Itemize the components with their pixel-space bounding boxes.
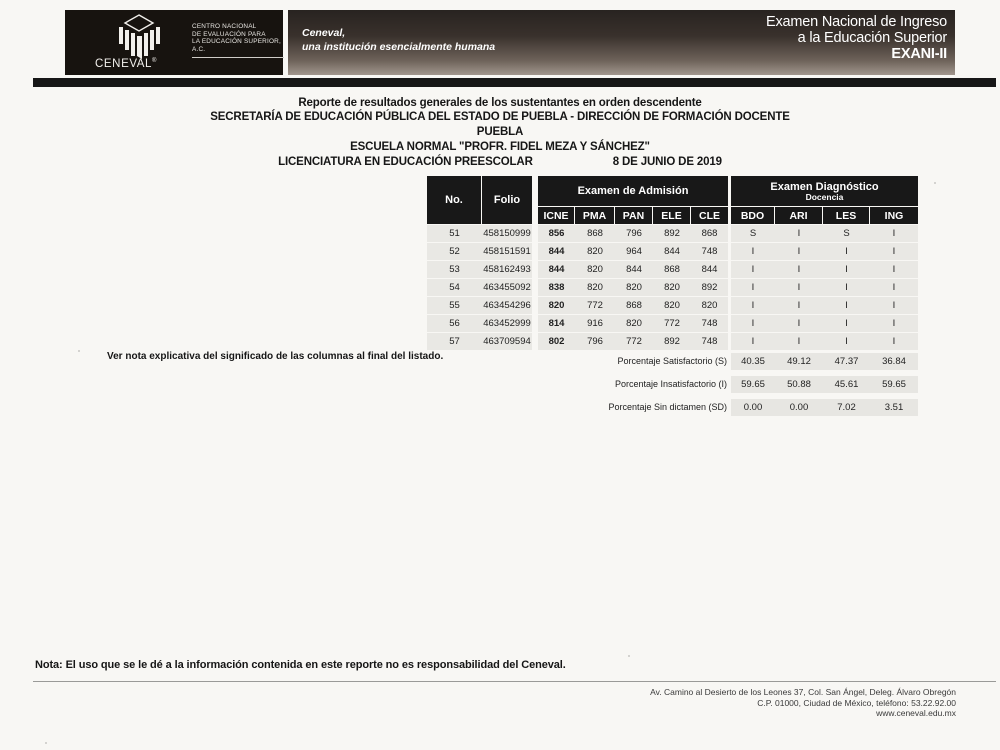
org-name-line1: CENTRO NACIONAL (192, 23, 257, 30)
cell-les: I (823, 297, 870, 314)
header-cell-no: No. (427, 176, 481, 224)
report-program-date (0, 156, 1000, 168)
report-date: 8 DE JUNIO DE 2019 (612, 156, 722, 168)
header-group-admission: Examen de Admisión (538, 176, 728, 206)
table-row (427, 315, 918, 332)
summary-label-sin-dictamen: Porcentaje Sin dictamen (SD) (608, 402, 727, 412)
cell-ele: 892 (653, 225, 691, 242)
header-cell-pan: PAN (615, 207, 652, 224)
cell-ari: I (775, 297, 823, 314)
cell-cle: 748 (691, 333, 728, 350)
cell-no: 52 (427, 243, 482, 260)
summary-ari: 49.12 (787, 356, 811, 367)
cell-pma: 820 (575, 261, 615, 278)
cell-icne: 820 (538, 297, 575, 314)
header-banner (288, 10, 955, 75)
summary-ing: 36.84 (882, 356, 906, 367)
cell-pan: 820 (615, 279, 653, 296)
cell-ele: 892 (653, 333, 691, 350)
cell-pan: 844 (615, 261, 653, 278)
cell-ari: I (775, 333, 823, 350)
summary-row-satisfactorio (731, 353, 918, 370)
results-table-header (427, 176, 918, 224)
cell-bdo: I (731, 315, 775, 332)
scan-speck (78, 350, 80, 352)
table-row (427, 225, 918, 242)
ceneval-cube-logo-icon (97, 14, 182, 60)
report-title: Reporte de resultados generales de los sustentantes en orden descendente (298, 97, 702, 109)
cell-ari: I (775, 261, 823, 278)
header-cell-icne: ICNE (538, 207, 574, 224)
cell-folio: 463455092 (482, 279, 532, 296)
cell-pan: 772 (615, 333, 653, 350)
summary-bdo: 59.65 (741, 379, 765, 390)
summary-bdo: 40.35 (741, 356, 765, 367)
summary-bdo: 0.00 (743, 402, 763, 413)
exam-title-exani: EXANI-II (891, 46, 947, 62)
cell-ing: I (870, 261, 918, 278)
summary-ing: 59.65 (882, 379, 906, 390)
cell-les: I (823, 261, 870, 278)
cell-bdo: I (731, 243, 775, 260)
cell-les: I (823, 243, 870, 260)
brand-wordmark: CENEVAL® (95, 58, 158, 70)
cell-icne: 856 (538, 225, 575, 242)
cell-ele: 844 (653, 243, 691, 260)
summary-ari: 50.88 (787, 379, 811, 390)
see-note-text: Ver nota explicativa del significado de las columnas al final del listado. (107, 351, 444, 362)
cell-ele: 820 (653, 279, 691, 296)
cell-icne: 802 (538, 333, 575, 350)
cell-ele: 820 (653, 297, 691, 314)
address-line1: Av. Camino al Desierto de los Leones 37, Col. San Ángel, Deleg. Álvaro Obregón (650, 687, 956, 697)
table-row (427, 297, 918, 314)
report-state: PUEBLA (476, 126, 524, 138)
summary-les: 47.37 (834, 356, 859, 367)
header-group-diagnostic (731, 176, 918, 206)
cell-pma: 772 (575, 297, 615, 314)
cell-pma: 796 (575, 333, 615, 350)
header-cell-ari: ARI (775, 207, 822, 224)
header-cell-les: LES (823, 207, 869, 224)
scan-speck (934, 182, 936, 184)
cell-no: 55 (427, 297, 482, 314)
cell-ari: I (775, 225, 823, 242)
cell-cle: 868 (691, 225, 728, 242)
cell-folio: 458150999 (482, 225, 532, 242)
cell-bdo: I (731, 297, 775, 314)
summary-ing: 3.51 (884, 402, 904, 413)
cell-cle: 748 (691, 243, 728, 260)
header-divider-bar (33, 78, 996, 87)
exam-title-line1: Examen Nacional de Ingreso (766, 14, 947, 30)
cell-no: 57 (427, 333, 482, 350)
org-name (192, 23, 284, 58)
cell-les: I (823, 315, 870, 332)
cell-pan: 964 (615, 243, 653, 260)
cell-pma: 916 (575, 315, 615, 332)
diagnostic-title: Examen Diagnóstico (770, 180, 879, 193)
tagline-line2: una institución esencialmente humana (302, 40, 496, 53)
tagline (302, 27, 495, 54)
cell-folio: 458151591 (482, 243, 532, 260)
tagline-line1: Ceneval, (302, 27, 346, 39)
cell-icne: 814 (538, 315, 575, 332)
cell-folio: 463709594 (482, 333, 532, 350)
ceneval-logo-panel (65, 10, 283, 75)
cell-bdo: I (731, 261, 775, 278)
cell-les: I (823, 333, 870, 350)
cell-cle: 844 (691, 261, 728, 278)
table-row (427, 243, 918, 260)
scan-speck (45, 742, 47, 744)
cell-cle: 892 (691, 279, 728, 296)
cell-pan: 796 (615, 225, 653, 242)
cell-no: 51 (427, 225, 482, 242)
cell-pan: 868 (615, 297, 653, 314)
report-secretariat: SECRETARÍA DE EDUCACIÓN PÚBLICA DEL ESTADO DE PUEBLA - DIRECCIÓN DE FORMACIÓN DOCENTE (210, 111, 790, 123)
header-cell-ing: ING (870, 207, 918, 224)
scan-speck (628, 655, 630, 657)
summary-ari: 0.00 (789, 402, 809, 413)
cell-bdo: I (731, 333, 775, 350)
summary-les: 7.02 (837, 402, 856, 413)
cell-icne: 844 (538, 243, 575, 260)
summary-label-insatisfactorio: Porcentaje Insatisfactorio (I) (614, 379, 727, 389)
cell-bdo: I (731, 279, 775, 296)
cell-ing: I (870, 279, 918, 296)
header-cell-cle: CLE (691, 207, 728, 224)
cell-cle: 748 (691, 315, 728, 332)
cell-ing: I (870, 297, 918, 314)
cell-cle: 820 (691, 297, 728, 314)
address-line2: C.P. 01000, Ciudad de México, teléfono: 53.22.92.00 (757, 697, 956, 708)
footer-divider-line (33, 681, 996, 682)
footer-website: www.ceneval.edu.mx (876, 708, 956, 718)
cell-pma: 820 (575, 243, 615, 260)
cell-ele: 772 (653, 315, 691, 332)
diagnostic-subtitle: Docencia (805, 191, 844, 202)
footer-address (650, 687, 956, 719)
cell-ing: I (870, 333, 918, 350)
registered-mark: ® (152, 58, 158, 65)
cell-les: I (823, 279, 870, 296)
cell-folio: 463454296 (482, 297, 532, 314)
cell-icne: 844 (538, 261, 575, 278)
org-name-line2: DE EVALUACIÓN PARA (192, 30, 266, 38)
cell-ari: I (775, 279, 823, 296)
summary-les: 45.61 (834, 379, 859, 390)
cell-ing: I (870, 225, 918, 242)
cell-ari: I (775, 243, 823, 260)
cell-pan: 820 (615, 315, 653, 332)
cell-folio: 458162493 (482, 261, 532, 278)
summary-label-satisfactorio: Porcentaje Satisfactorio (S) (617, 356, 727, 366)
cell-pma: 868 (575, 225, 615, 242)
cell-les: S (823, 225, 870, 242)
summary-row-insatisfactorio (731, 376, 918, 393)
cell-folio: 463452999 (482, 315, 532, 332)
cell-no: 54 (427, 279, 482, 296)
cell-pma: 820 (575, 279, 615, 296)
cell-bdo: S (731, 225, 775, 242)
cell-no: 56 (427, 315, 482, 332)
header-cell-pma: PMA (575, 207, 614, 224)
cell-ing: I (870, 243, 918, 260)
cell-icne: 838 (538, 279, 575, 296)
table-row (427, 279, 918, 296)
table-row (427, 261, 918, 278)
cell-ele: 868 (653, 261, 691, 278)
header-cell-folio: Folio (482, 176, 532, 224)
table-row (427, 333, 918, 350)
cell-ing: I (870, 315, 918, 332)
cell-no: 53 (427, 261, 482, 278)
cell-ari: I (775, 315, 823, 332)
header-cell-ele: ELE (653, 207, 690, 224)
org-name-line3: LA EDUCACIÓN SUPERIOR, A.C. (192, 38, 281, 53)
summary-row-sin-dictamen (731, 399, 918, 416)
results-table-body (427, 225, 918, 351)
exam-title-line2: a la Educación Superior (797, 30, 947, 46)
report-program: LICENCIATURA EN EDUCACIÓN PREESCOLAR (278, 156, 533, 168)
report-school: ESCUELA NORMAL "PROFR. FIDEL MEZA Y SÁNCHEZ" (350, 141, 650, 153)
disclaimer-note: Nota: El uso que se le dé a la información contenida en este reporte no es responsabilidad del Ceneval. (35, 659, 566, 671)
header-cell-bdo: BDO (731, 207, 774, 224)
exam-title (766, 14, 947, 62)
